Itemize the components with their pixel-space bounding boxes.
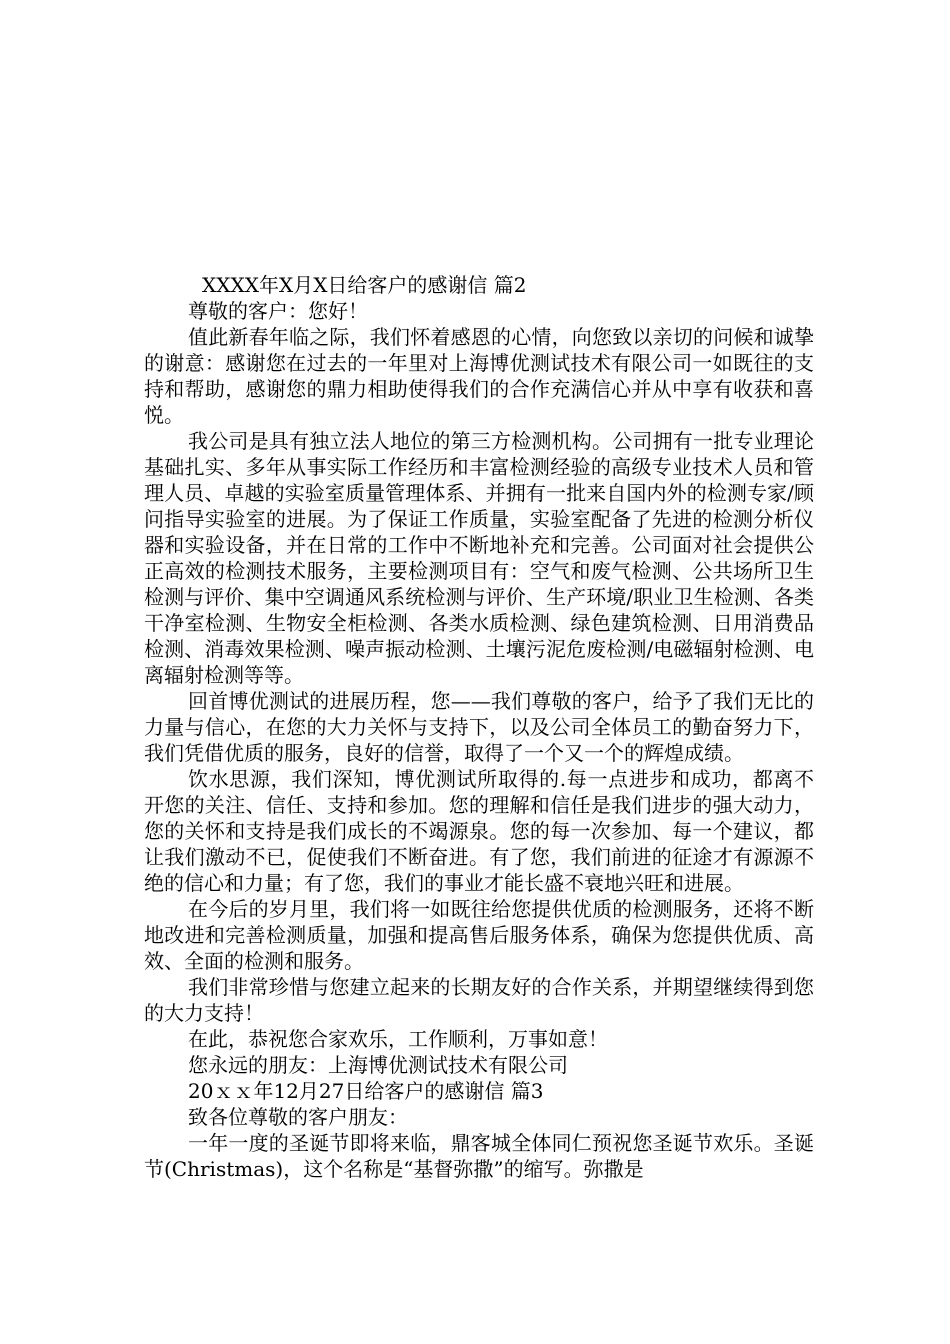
- paragraph-company-intro: 我公司是具有独立法人地位的第三方检测机构。公司拥有一批专业理论基础扎实、多年从事实际工作经历和丰富检测经验的高级专业技术人员和管理人员、卓越的实验室质量管理体系、并拥有一批来自国内外的检测专家/顾问指导实验室的进展。为了保证工作质量，实验室配备了先进的检测分析仪器和实验设备，并在日常的工作中不断地补充和完善。公司面对社会提供公正高效的检测技术服务，主要检测项目有：空气和废气检测、公共场所卫生检测与评价、集中空调通风系统检测与评价、生产环境/职业卫生检测、各类干净室检测、生物安全柜检测、各类水质检测、绿色建筑检测、日用消费品检测、消毒效果检测、噪声振动检测、土壤污泥危废检测/电磁辐射检测、电离辐射检测等等。: [144, 429, 814, 687]
- paragraph-gratitude: 饮水思源，我们深知，博优测试所取得的.每一点进步和成功，都离不开您的关注、信任、支持和参加。您的理解和信任是我们进步的强大动力，您的关怀和支持是我们成长的不竭源泉。您的每一次参加、每一个建议，都让我们激动不已，促使我们不断奋进。有了您，我们前进的征途才有源源不绝的信心和力量；有了您，我们的事业才能长盛不衰地兴旺和进展。: [144, 767, 814, 895]
- section-title: XXXX年X月X日给客户的感谢信 篇2: [202, 273, 527, 297]
- salutation: 尊敬的客户：您好！: [188, 299, 368, 323]
- paragraph-christmas: 一年一度的圣诞节即将来临，鼎客城全体同仁预祝您圣诞节欢乐。圣诞节(Christmas)，这个名称是“基督弥撒”的缩写。弥撒是: [144, 1131, 814, 1181]
- salutation-3: 致各位尊敬的客户朋友：: [188, 1105, 408, 1129]
- paragraph-future: 在今后的岁月里，我们将一如既往给您提供优质的检测服务，还将不断地改进和完善检测质量，加强和提高售后服务体系，确保为您提供优质、高效、全面的检测和服务。: [144, 897, 814, 973]
- paragraph-wishes: 在此，恭祝您合家欢乐，工作顺利，万事如意！: [188, 1027, 608, 1051]
- section-title-3: 20ｘｘ年12月27日给客户的感谢信 篇3: [188, 1079, 544, 1103]
- paragraph-partnership: 我们非常珍惜与您建立起来的长期友好的合作关系，并期望继续得到您的大力支持！: [144, 975, 814, 1025]
- signature-line: 您永远的朋友：上海博优测试技术有限公司: [188, 1053, 568, 1077]
- paragraph-greeting: 值此新春年临之际，我们怀着感恩的心情，向您致以亲切的问候和诚挚的谢意：感谢您在过去的一年里对上海博优测试技术有限公司一如既往的支持和帮助，感谢您的鼎力相助使得我们的合作充满信心并从中享有收获和喜悦。: [144, 325, 814, 427]
- letter-body: [144, 272, 814, 1182]
- paragraph-history: 回首博优测试的进展历程，您——我们尊敬的客户，给予了我们无比的力量与信心，在您的大力关怀与支持下，以及公司全体员工的勤奋努力下，我们凭借优质的服务，良好的信誉，取得了一个又一个的辉煌成绩。: [144, 689, 814, 765]
